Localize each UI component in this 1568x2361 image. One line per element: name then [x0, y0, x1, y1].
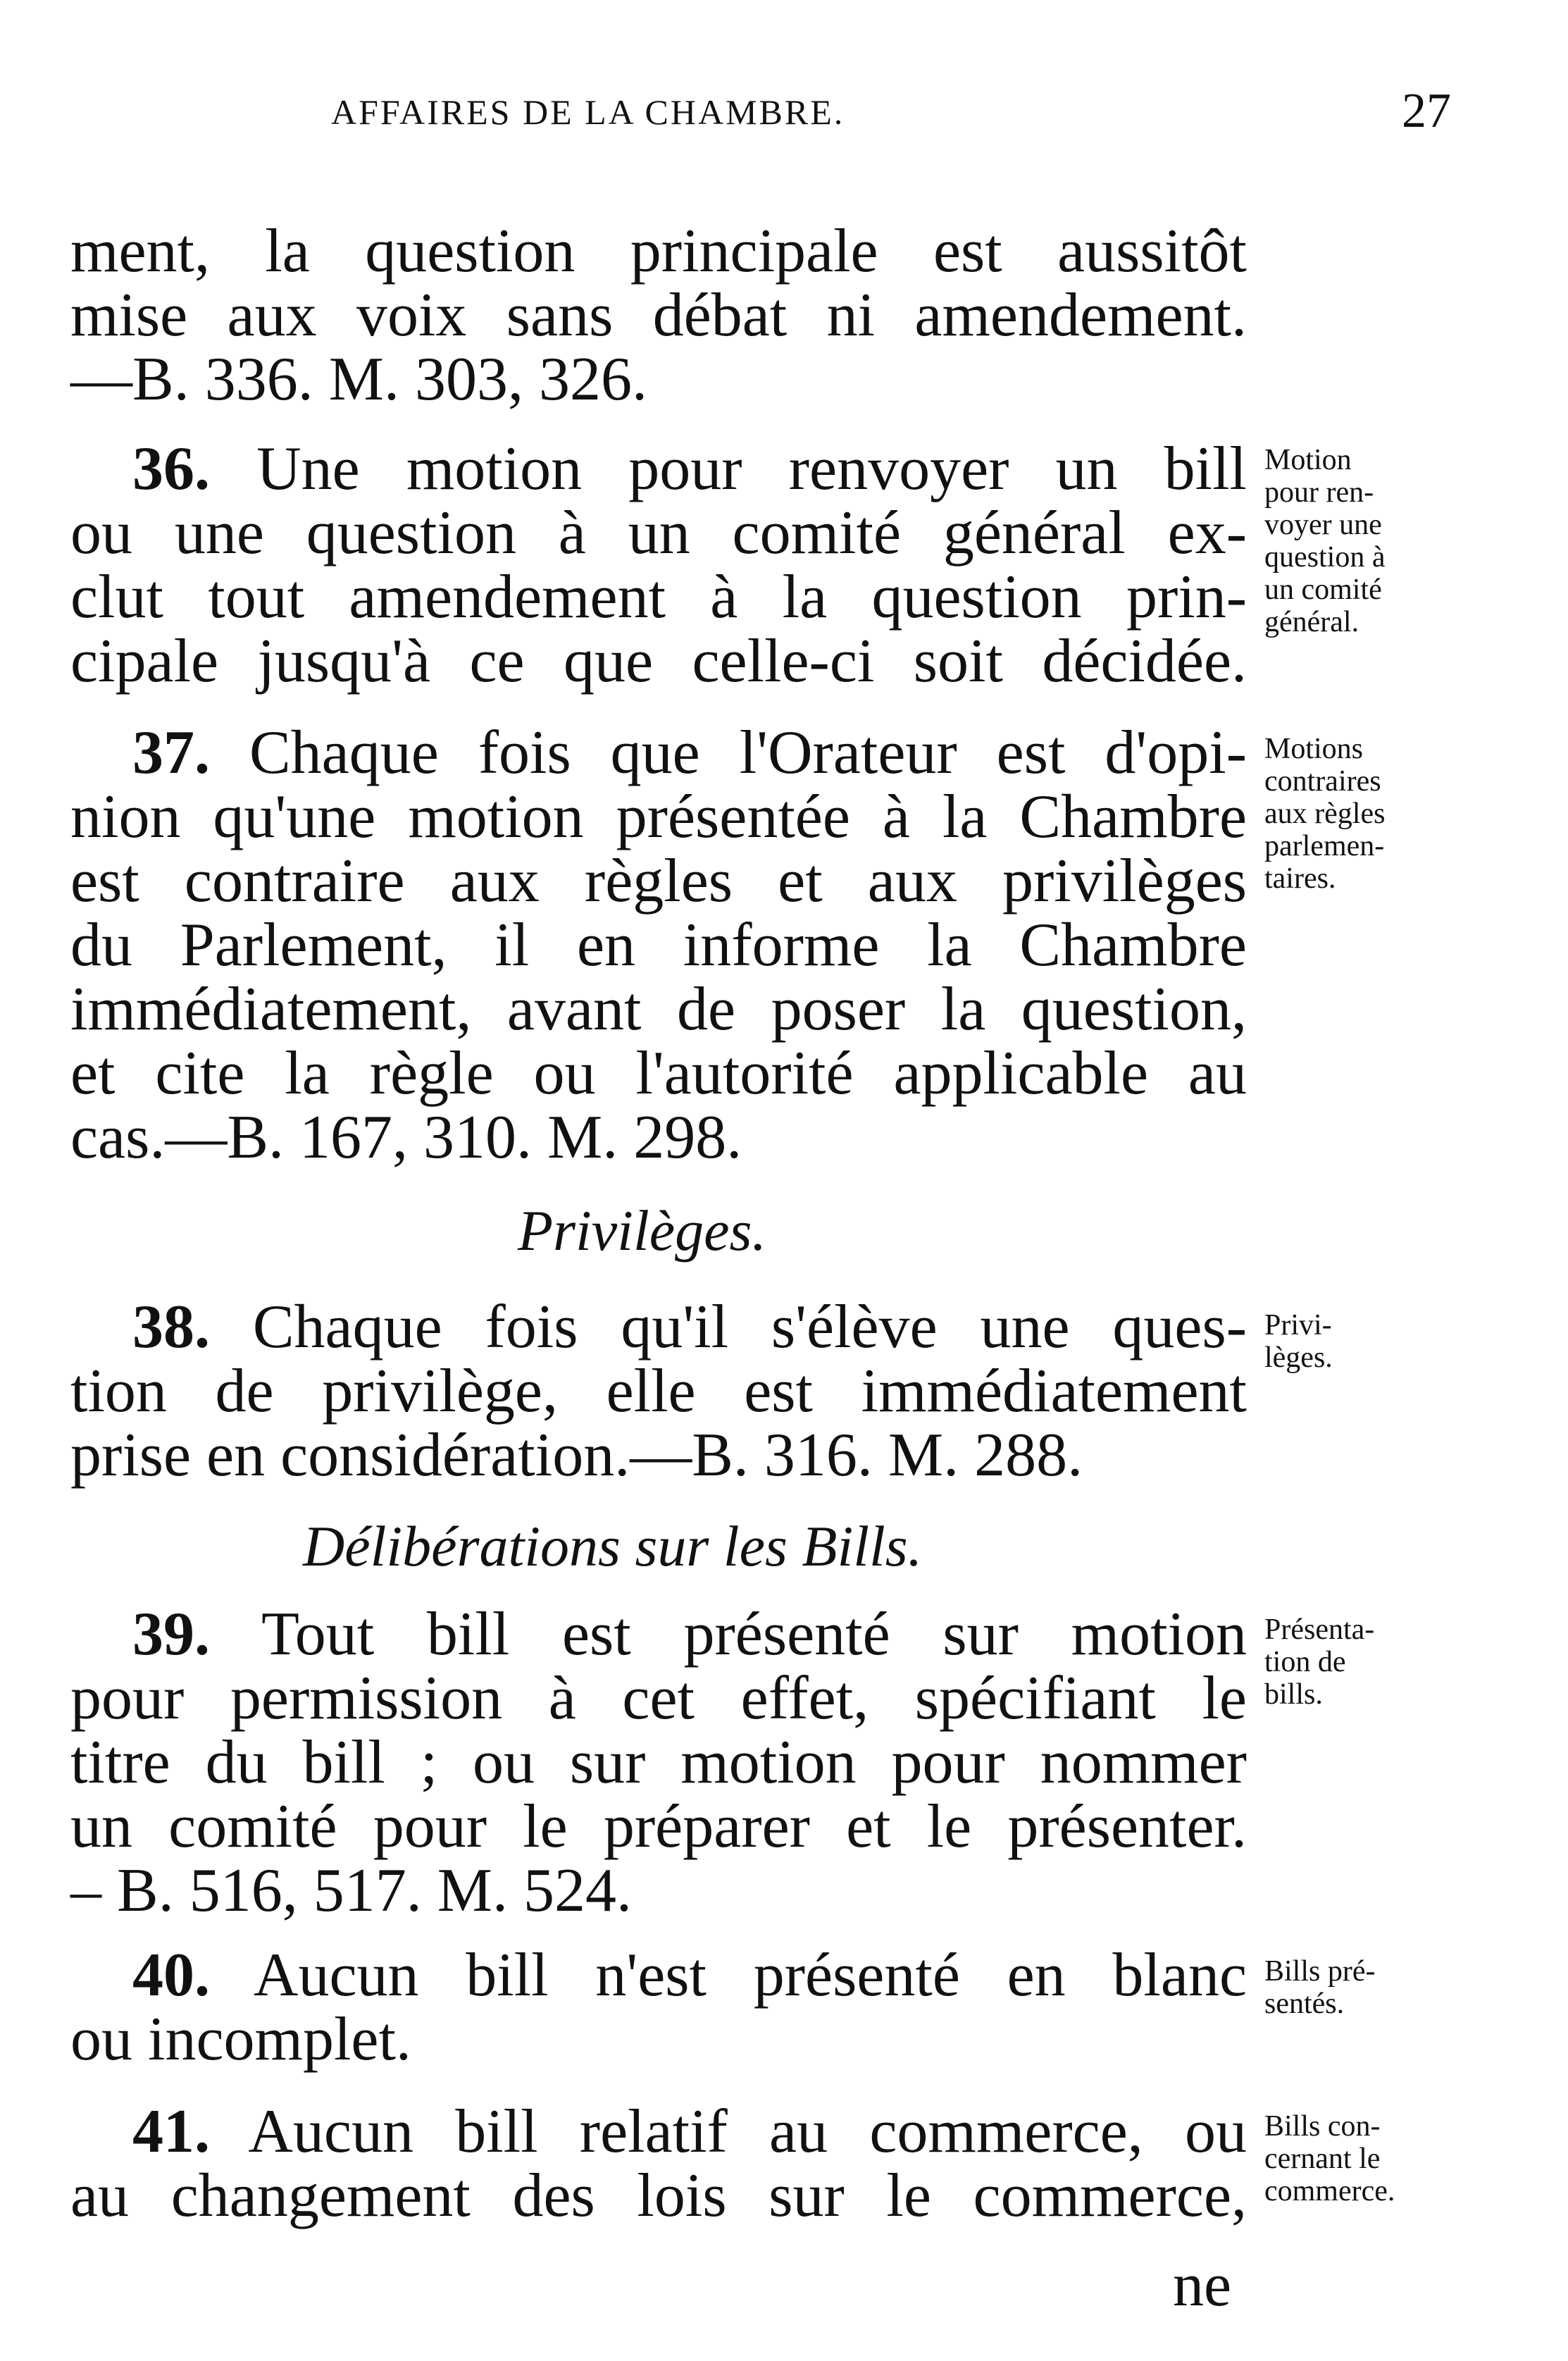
- rule-39-first-line: 39. Tout bill est présenté sur motion: [132, 1600, 1247, 1668]
- rule-number: 40.: [132, 1941, 210, 2009]
- rule-40-first-line: 40. Aucun bill n'est présenté en blanc: [132, 1941, 1247, 2009]
- body-line: ou incomplet.: [70, 2005, 411, 2074]
- rule-number: 36.: [132, 435, 210, 503]
- body-line: mise aux voix sans débat ni amendement.: [70, 281, 1247, 349]
- rule-number: 38.: [132, 1293, 210, 1361]
- body-line: prise en considération.—B. 316. M. 288.: [70, 1421, 1083, 1489]
- body-line: titre du bill ; ou sur motion pour nommer: [70, 1728, 1247, 1797]
- catchword: ne: [1173, 2251, 1232, 2319]
- body-line: pour permission à cet effet, spécifiant le: [70, 1664, 1247, 1733]
- rule-41-first-line: 41. Aucun bill relatif au commerce, ou: [132, 2097, 1247, 2166]
- rule-number: 41.: [132, 2097, 210, 2166]
- running-title: AFFAIRES DE LA CHAMBRE.: [331, 92, 845, 132]
- body-line: du Parlement, il en informe la Chambre: [70, 911, 1247, 979]
- margin-note-37: Motions contraires aux règles parlemen- taires.: [1264, 733, 1386, 895]
- page-number: 27: [1402, 84, 1451, 138]
- rule-number: 39.: [132, 1600, 210, 1668]
- rule-number: 37.: [132, 719, 210, 787]
- body-line: cipale jusqu'à ce que celle-ci soit décidée.: [70, 627, 1247, 695]
- body-line: et cite la règle ou l'autorité applicable au: [70, 1039, 1247, 1108]
- margin-note-41: Bills con- cernant le commerce.: [1264, 2110, 1395, 2207]
- body-line: cas.—B. 167, 310. M. 298.: [70, 1103, 742, 1172]
- body-line: —B. 336. M. 303, 326.: [70, 345, 647, 414]
- section-heading-bills: Délibérations sur les Bills.: [303, 1514, 923, 1578]
- body-line: un comité pour le préparer et le présenter.: [70, 1792, 1247, 1861]
- body-line: ou une question à un comité général ex-: [70, 499, 1247, 567]
- margin-note-38: Privi- lèges.: [1264, 1309, 1333, 1374]
- section-heading-privileges: Privilèges.: [518, 1198, 766, 1263]
- body-line: est contraire aux règles et aux privilèges: [70, 847, 1247, 915]
- body-line: clut tout amendement à la question prin-: [70, 563, 1247, 631]
- rule-38-first-line: 38. Chaque fois qu'il s'élève une ques-: [132, 1293, 1247, 1361]
- rule-36-first-line: 36. Une motion pour renvoyer un bill: [132, 435, 1247, 503]
- body-line: ment, la question principale est aussitôt: [70, 217, 1247, 285]
- margin-note-39: Présenta- tion de bills.: [1264, 1613, 1375, 1711]
- margin-note-40: Bills pré- sentés.: [1264, 1955, 1376, 2020]
- rule-37-first-line: 37. Chaque fois que l'Orateur est d'opi-: [132, 719, 1247, 787]
- body-line: – B. 516, 517. M. 524.: [70, 1857, 632, 1925]
- margin-note-36: Motion pour ren- voyer une question à un comité général.: [1264, 444, 1386, 638]
- body-line: immédiatement, avant de poser la question,: [70, 975, 1247, 1043]
- body-line: nion qu'une motion présentée à la Chambre: [70, 783, 1247, 851]
- body-line: tion de privilège, elle est immédiatement: [70, 1357, 1247, 1425]
- body-line: au changement des lois sur le commerce,: [70, 2162, 1247, 2230]
